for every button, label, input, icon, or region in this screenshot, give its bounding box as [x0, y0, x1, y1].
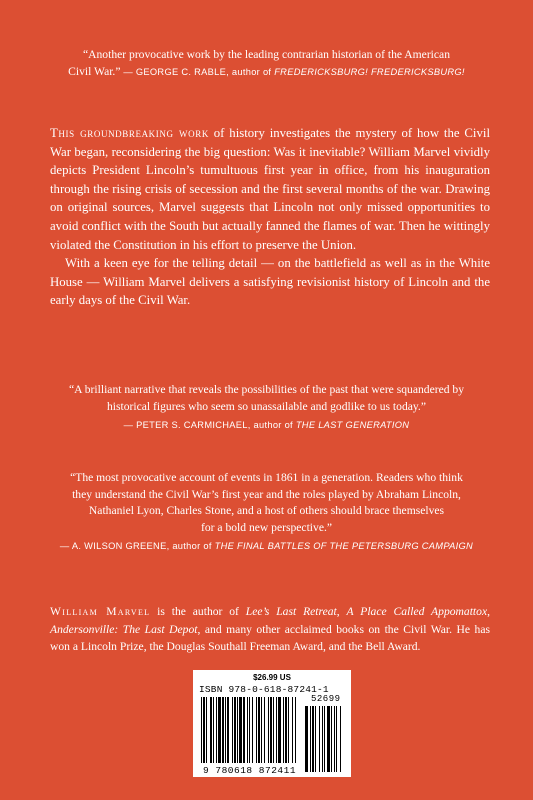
quote-line: Civil War.” [68, 64, 121, 78]
blurb-quote-carmichael [0, 382, 533, 434]
isbn-label: ISBN 978-0-618-87241-1 [199, 684, 329, 695]
description-paragraph-2: With a keen eye for the telling detail — on the battlefield as well as in the White House — William Marvel delivers a satisfying revisionist history of Lincoln and the early days of the Civil War. [50, 256, 490, 308]
book-description [50, 124, 490, 310]
quote-line: Nathaniel Lyon, Charles Stone, and a host of others should brace themselves [88, 504, 445, 517]
blurb-quote-rable [0, 47, 533, 80]
price-label: $26.99 US [253, 673, 291, 682]
quote-line: “A brilliant narrative that reveals the possibilities of the past that were squandered by [68, 383, 465, 396]
author-name: William Marvel [50, 605, 151, 618]
quote-line: historical figures who seem so unassailable and godlike to us today.” [107, 399, 426, 413]
book-title: Lee’s Last Retreat [245, 605, 337, 618]
bio-text: , and many other acclaimed books on the Civil War. He has won a Lincoln Prize, the Douglas Southall Freeman Award, and the Bell Award. [50, 622, 491, 653]
quote-attribution-title: THE FINAL BATTLES OF THE PETERSBURG CAMPAIGN [214, 541, 474, 551]
quote-line-with-attribution [0, 64, 533, 81]
quote-line: “Another provocative work by the leading contrarian historian of the American [82, 48, 450, 61]
barcode-icon [193, 670, 351, 777]
quote-attribution: — A. WILSON GREENE, author of [59, 541, 212, 551]
quote-attribution: — GEORGE C. RABLE, author of [123, 66, 272, 77]
quote-attribution-line [0, 538, 533, 555]
blurb-quote-greene [0, 470, 533, 555]
quote-attribution: — PETER S. CARMICHAEL, author of [123, 420, 293, 430]
description-paragraph-1-text: of history investigates the mystery of how the Civil War began, reconsidering the big question: Was it inevitable? William Marvel vividly depicts President Lincoln’s tumultuous first year in office, from his inauguration through the rising crisis of secession and the first several months of the war. Drawing on original sources, Marvel suggests that Lincoln not only missed opportunities to avoid conflict with the South but actually fanned the flames of war. Then he wittingly violated the Constitution in his effort to preserve the Union. [50, 126, 490, 252]
quote-attribution-title: THE LAST GENERATION [295, 420, 410, 430]
barcode-box [193, 670, 351, 777]
quote-line: for a bold new perspective.” [200, 520, 333, 534]
barcode-digits: 9 780618 872411 [203, 765, 297, 776]
book-title: A Place Called Appomattox [346, 605, 488, 618]
quote-line: “The most provocative account of events in 1861 in a generation. Readers who think [70, 471, 463, 484]
quote-attribution-title: FREDERICKSBURG! FREDERICKSBURG! [274, 66, 465, 77]
description-paragraph-1 [50, 124, 490, 254]
bio-text: is the author of [150, 605, 246, 618]
quote-line: they understand the Civil War’s first year and the roles played by Abraham Lincoln, [72, 487, 461, 501]
barcode-addon-digits: 52699 [311, 694, 341, 704]
quote-attribution-line [0, 417, 533, 434]
bio-text: , [487, 605, 490, 618]
description-lead-in: This groundbreaking work [50, 126, 209, 140]
book-title: Andersonville: The Last Depot [50, 622, 198, 636]
author-bio [50, 603, 490, 656]
bio-text: , [336, 605, 347, 618]
